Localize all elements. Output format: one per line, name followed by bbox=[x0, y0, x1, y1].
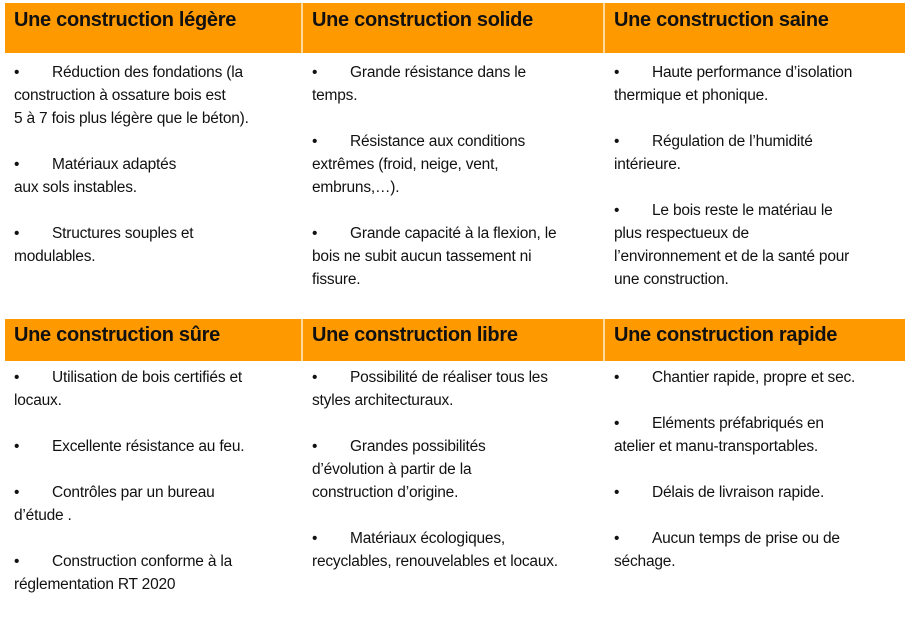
bullet-icon: • bbox=[312, 369, 318, 386]
features-row-2 bbox=[5, 319, 905, 619]
list-item-text: Réduction des fondations (la construction à ossature bois est 5 à 7 fois plus légère que le béton). bbox=[14, 64, 249, 127]
bullet-icon: • bbox=[614, 484, 620, 501]
section-legere bbox=[5, 3, 303, 314]
list-item bbox=[312, 130, 599, 199]
list-item-text: Eléments préfabriqués en atelier et manu-transportables. bbox=[614, 415, 824, 455]
list-item bbox=[14, 435, 297, 458]
bullet-icon: • bbox=[14, 438, 20, 455]
list-item bbox=[614, 527, 899, 573]
features-row-1 bbox=[5, 3, 905, 314]
list-item-text: Structures souples et modulables. bbox=[14, 225, 194, 265]
list-item bbox=[614, 481, 899, 504]
bullet-icon: • bbox=[14, 553, 20, 570]
list-item bbox=[14, 366, 297, 412]
list-item bbox=[14, 61, 297, 130]
list-item bbox=[312, 222, 599, 291]
list-item bbox=[614, 412, 899, 458]
section-sure bbox=[5, 319, 303, 619]
bullet-icon: • bbox=[614, 133, 620, 150]
list-item-text: Régulation de l’humidité intérieure. bbox=[614, 133, 813, 173]
bullet-icon: • bbox=[14, 64, 20, 81]
bullet-icon: • bbox=[614, 64, 620, 81]
bullet-icon: • bbox=[312, 438, 318, 455]
bullet-icon: • bbox=[14, 156, 20, 173]
list-item bbox=[14, 222, 297, 268]
bullet-list bbox=[5, 53, 303, 268]
bullet-icon: • bbox=[312, 530, 318, 547]
bullet-list bbox=[605, 53, 905, 291]
list-item bbox=[614, 130, 899, 176]
list-item-text: Excellente résistance au feu. bbox=[52, 438, 245, 455]
list-item-text: Aucun temps de prise ou de séchage. bbox=[614, 530, 840, 570]
section-header: Une construction légère bbox=[5, 3, 303, 53]
list-item-text: Résistance aux conditions extrêmes (froid, neige, vent, embruns,…). bbox=[312, 133, 526, 196]
list-item-text: Construction conforme à la réglementation RT 2020 bbox=[14, 553, 233, 593]
list-item bbox=[312, 366, 599, 412]
bullet-list bbox=[605, 361, 905, 573]
list-item-text: Matériaux adaptés aux sols instables. bbox=[14, 156, 177, 196]
bullet-icon: • bbox=[14, 225, 20, 242]
bullet-list bbox=[5, 361, 303, 596]
list-item-text: Matériaux écologiques, recyclables, renouvelables et locaux. bbox=[312, 530, 558, 570]
bullet-icon: • bbox=[312, 133, 318, 150]
list-item-text: Le bois reste le matériau le plus respectueux de l’environnement et de la santé pour une construction. bbox=[614, 202, 850, 288]
section-saine bbox=[605, 3, 905, 314]
bullet-icon: • bbox=[312, 64, 318, 81]
bullet-list bbox=[303, 361, 605, 573]
bullet-icon: • bbox=[14, 369, 20, 386]
bullet-icon: • bbox=[614, 369, 620, 386]
list-item bbox=[14, 481, 297, 527]
section-header: Une construction libre bbox=[303, 319, 605, 361]
list-item bbox=[312, 435, 599, 504]
bullet-icon: • bbox=[614, 202, 620, 219]
section-libre bbox=[303, 319, 605, 619]
bullet-icon: • bbox=[614, 530, 620, 547]
section-header: Une construction sûre bbox=[5, 319, 303, 361]
list-item bbox=[614, 366, 899, 389]
list-item-text: Possibilité de réaliser tous les styles architecturaux. bbox=[312, 369, 548, 409]
bullet-icon: • bbox=[312, 225, 318, 242]
list-item bbox=[312, 61, 599, 107]
section-solide bbox=[303, 3, 605, 314]
list-item-text: Délais de livraison rapide. bbox=[652, 484, 825, 501]
section-header: Une construction solide bbox=[303, 3, 605, 53]
list-item-text: Grande résistance dans le temps. bbox=[312, 64, 526, 104]
list-item-text: Haute performance d’isolation thermique et phonique. bbox=[614, 64, 853, 104]
list-item bbox=[614, 199, 899, 291]
list-item-text: Utilisation de bois certifiés et locaux. bbox=[14, 369, 243, 409]
section-rapide bbox=[605, 319, 905, 619]
section-header: Une construction saine bbox=[605, 3, 905, 53]
list-item bbox=[312, 527, 599, 573]
bullet-icon: • bbox=[14, 484, 20, 501]
list-item bbox=[14, 153, 297, 199]
list-item bbox=[14, 550, 297, 596]
section-header: Une construction rapide bbox=[605, 319, 905, 361]
list-item-text: Grandes possibilités d’évolution à partir de la construction d’origine. bbox=[312, 438, 486, 501]
list-item-text: Contrôles par un bureau d’étude . bbox=[14, 484, 215, 524]
list-item-text: Chantier rapide, propre et sec. bbox=[652, 369, 856, 386]
list-item bbox=[614, 61, 899, 107]
list-item-text: Grande capacité à la flexion, le bois ne subit aucun tassement ni fissure. bbox=[312, 225, 557, 288]
bullet-list bbox=[303, 53, 605, 291]
bullet-icon: • bbox=[614, 415, 620, 432]
